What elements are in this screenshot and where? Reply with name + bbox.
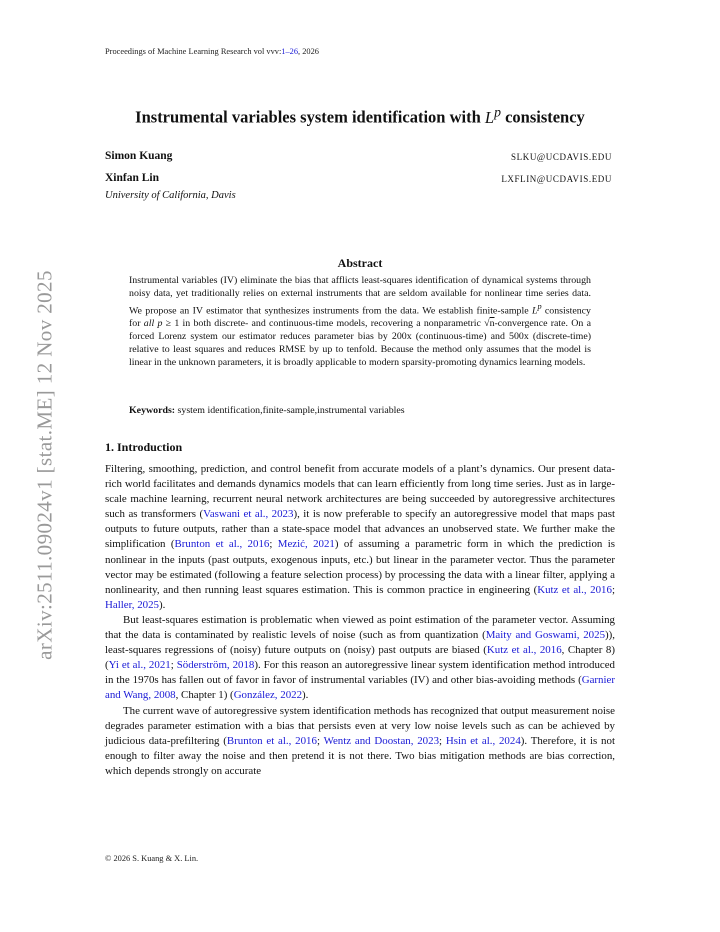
author-name-1: Simon Kuang: [105, 150, 173, 162]
author-email-1: SLKU@UCDAVIS.EDU: [511, 152, 612, 162]
citation-link[interactable]: Brunton et al., 2016: [174, 538, 270, 551]
abstract-body: Instrumental variables (IV) eliminate the bias that afflicts least-squares identification of dynamical systems through noisy data, yet traditionally relies on external instruments that are seldom available for nonlinear time series data. We propose an IV estimator that synthesizes instruments from the data. We establish finite-sample $L^p$ consistency for all p ≥ 1 in both discrete- and continuous-time models, recovering a nonparametric √n-convergence rate. On a forced Lorenz system our estimator reduces parameter bias by 200x (continuous-time) and 500x (discrete-time) relative to least squares and reduces RMSE by up to tenfold. Because the method only assumes that the model is linear in the unknown parameters, it is broadly applicable to modern sparsity-promoting dynamics learning models.: [129, 275, 591, 368]
arxiv-stamp: arXiv:2511.09024v1 [stat.ME] 12 Nov 2025: [32, 270, 57, 660]
citation-link[interactable]: Hsin et al., 2024: [445, 734, 521, 747]
affiliation: University of California, Davis: [105, 190, 236, 201]
citation-link[interactable]: Haller, 2025: [105, 598, 160, 611]
citation-link[interactable]: González, 2022: [233, 689, 303, 702]
citation-link[interactable]: Yi et al., 2021: [108, 659, 171, 672]
citation-link[interactable]: Mezić, 2021: [277, 538, 335, 551]
citation-link[interactable]: Maity and Goswami, 2025: [485, 629, 606, 642]
citation-link[interactable]: Vaswani et al., 2023: [203, 508, 294, 521]
citation-link[interactable]: Söderström, 2018: [176, 659, 255, 672]
citation-link[interactable]: Wentz and Doostan, 2023: [323, 734, 440, 747]
citation-link[interactable]: Kutz et al., 2016: [486, 644, 562, 657]
paper-title: Instrumental variables system identification with $L^p$ consistency: [135, 104, 585, 127]
introduction-body: [105, 462, 615, 779]
journal-header: Proceedings of Machine Learning Research vol vvv:1–26, 2026: [105, 47, 319, 56]
citation-link[interactable]: Kutz et al., 2016: [537, 583, 612, 596]
paragraph-1: Filtering, smoothing, prediction, and control benefit from accurate models of a plant’s dynamics. Our present data-rich world facilitates and demands dynamics models that can learn efficiently from long time series. Just as in large-scale machine learning, recurrent neural network architectures are being succeeded by autoregressive architectures such as transformers (Vaswani et al., 2023), it is now preferable to specify an autoregressive model that maps past outputs to future outputs, rather than a state-space model that advances an unobserved state. We further make the simplification (Brunton et al., 2016; Mezić, 2021) of assuming a parametric form in which the prediction is nonlinear in the inputs (past outputs, exogenous inputs, etc.) but linear in the parameter vector. Thus the parameter vector may be estimated (following a feature selection process) by processing the data with a linear filter, applying a nonlinearity, and then running least squares estimation. This is common practice in engineering (Kutz et al., 2016; Haller, 2025).: [105, 463, 616, 611]
keywords: Keywords: system identification,finite-sample,instrumental variables: [129, 405, 405, 416]
paragraph-3: The current wave of autoregressive system identification methods has recognized that output measurement noise degrades parameter estimation with a bias that persists even at very low noise levels such as can be achieved by judicious data-prefiltering (Brunton et al., 2016; Wentz and Doostan, 2023; Hsin et al., 2024). Therefore, it is not enough to filter away the noise and then pretend it is not there. Two bias mitigation methods are bias correction, which depends strongly on accurate: [105, 704, 615, 777]
citation-link[interactable]: Garnier and Wang, 2008: [105, 674, 615, 702]
citation-link[interactable]: Brunton et al., 2016: [226, 734, 317, 747]
abstract-heading: Abstract: [337, 256, 383, 270]
author-email-2: LXFLIN@UCDAVIS.EDU: [501, 174, 612, 184]
pages-link[interactable]: 1–26: [281, 47, 299, 56]
section-heading-introduction: 1. Introduction: [105, 440, 183, 454]
author-name-2: Xinfan Lin: [105, 172, 160, 184]
copyright-footer: © 2026 S. Kuang & X. Lin.: [105, 854, 199, 863]
paragraph-2: But least-squares estimation is problematic when viewed as point estimation of the parameter vector. Assuming that the data is contaminated by realistic levels of noise (such as from quantization (Maity and Goswami, 2025)), least-squares regressions of (noisy) future outputs on (noisy) past outputs are biased (Kutz et al., 2016, Chapter 8) (Yi et al., 2021; Söderström, 2018). For this reason an autoregressive linear system identification method introduced in the 1970s has fallen out of favor in favor of instrumental variables (IV) and other bias-avoiding methods (Garnier and Wang, 2008, Chapter 1) (González, 2022).: [105, 613, 616, 702]
